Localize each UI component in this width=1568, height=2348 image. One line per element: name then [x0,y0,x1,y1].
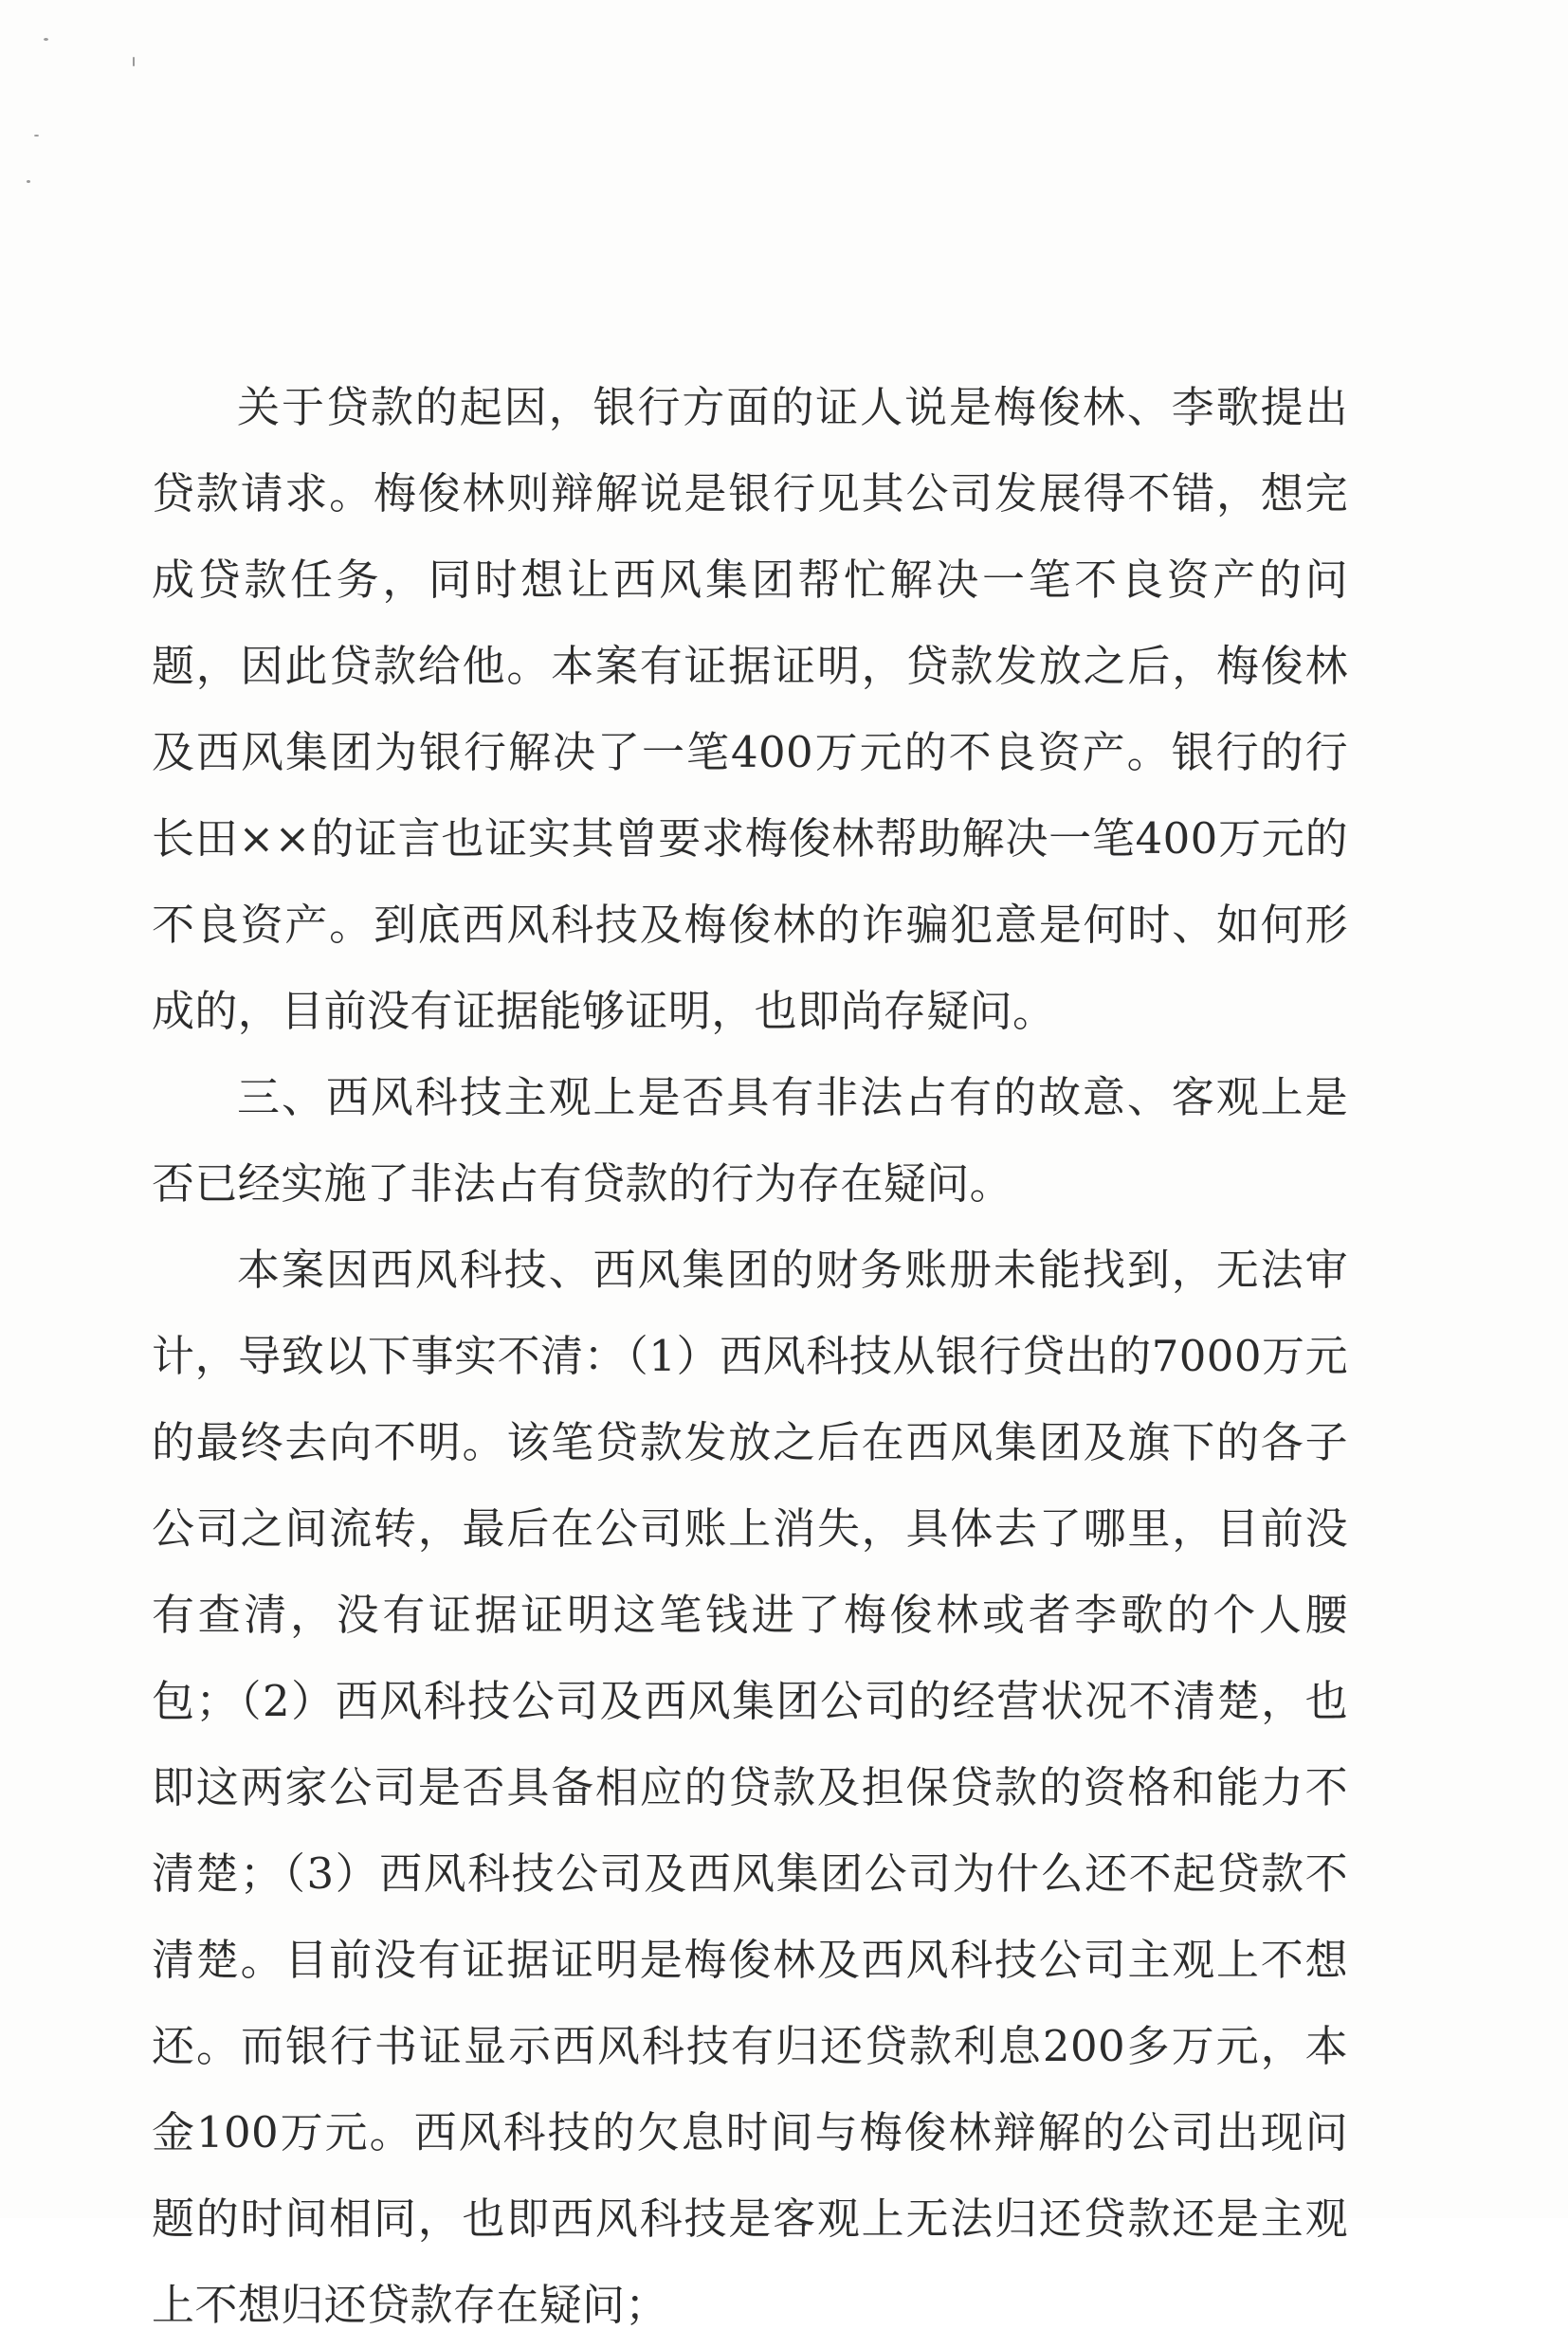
scan-speck [133,57,135,66]
scan-speck [34,135,39,137]
document-body [152,364,1348,2348]
scan-speck [44,38,48,41]
scan-speck [27,180,30,183]
paragraph-facts-unclear: 本案因西风科技、西风集团的财务账册未能找到，无法审计，导致以下事实不清：（1）西风科技从银行贷出的7000万元的最终去向不明。该笔贷款发放之后在西风集团及旗下的各子公司之间流转，最后在公司账上消失，具体去了哪里，目前没有查清，没有证据证明这笔钱进了梅俊林或者李歌的个人腰包；（2）西风科技公司及西风集团公司的经营状况不清楚，也即这两家公司是否具备相应的贷款及担保贷款的资格和能力不清楚；（3）西风科技公司及西风集团公司为什么还不起贷款不清楚。目前没有证据证明是梅俊林及西风科技公司主观上不想还。而银行书证显示西风科技有归还贷款利息200多万元，本金100万元。西风科技的欠息时间与梅俊林辩解的公司出现问题的时间相同，也即西风科技是客观上无法归还贷款还是主观上不想归还贷款存在疑问； [152,1245,1348,2330]
paragraph-section-three-heading: 三、西风科技主观上是否具有非法占有的故意、客观上是否已经实施了非法占有贷款的行为存在疑问。 [152,1072,1348,1209]
paragraph-loan-origin: 关于贷款的起因，银行方面的证人说是梅俊林、李歌提出贷款请求。梅俊林则辩解说是银行见其公司发展得不错，想完成贷款任务，同时想让西风集团帮忙解决一笔不良资产的问题，因此贷款给他。本案有证据证明，贷款发放之后，梅俊林及西风集团为银行解决了一笔400万元的不良资产。银行的行长田××的证言也证实其曾要求梅俊林帮助解决一笔400万元的不良资产。到底西风科技及梅俊林的诈骗犯意是何时、如何形成的，目前没有证据能够证明，也即尚存疑问。 [152,382,1348,1036]
